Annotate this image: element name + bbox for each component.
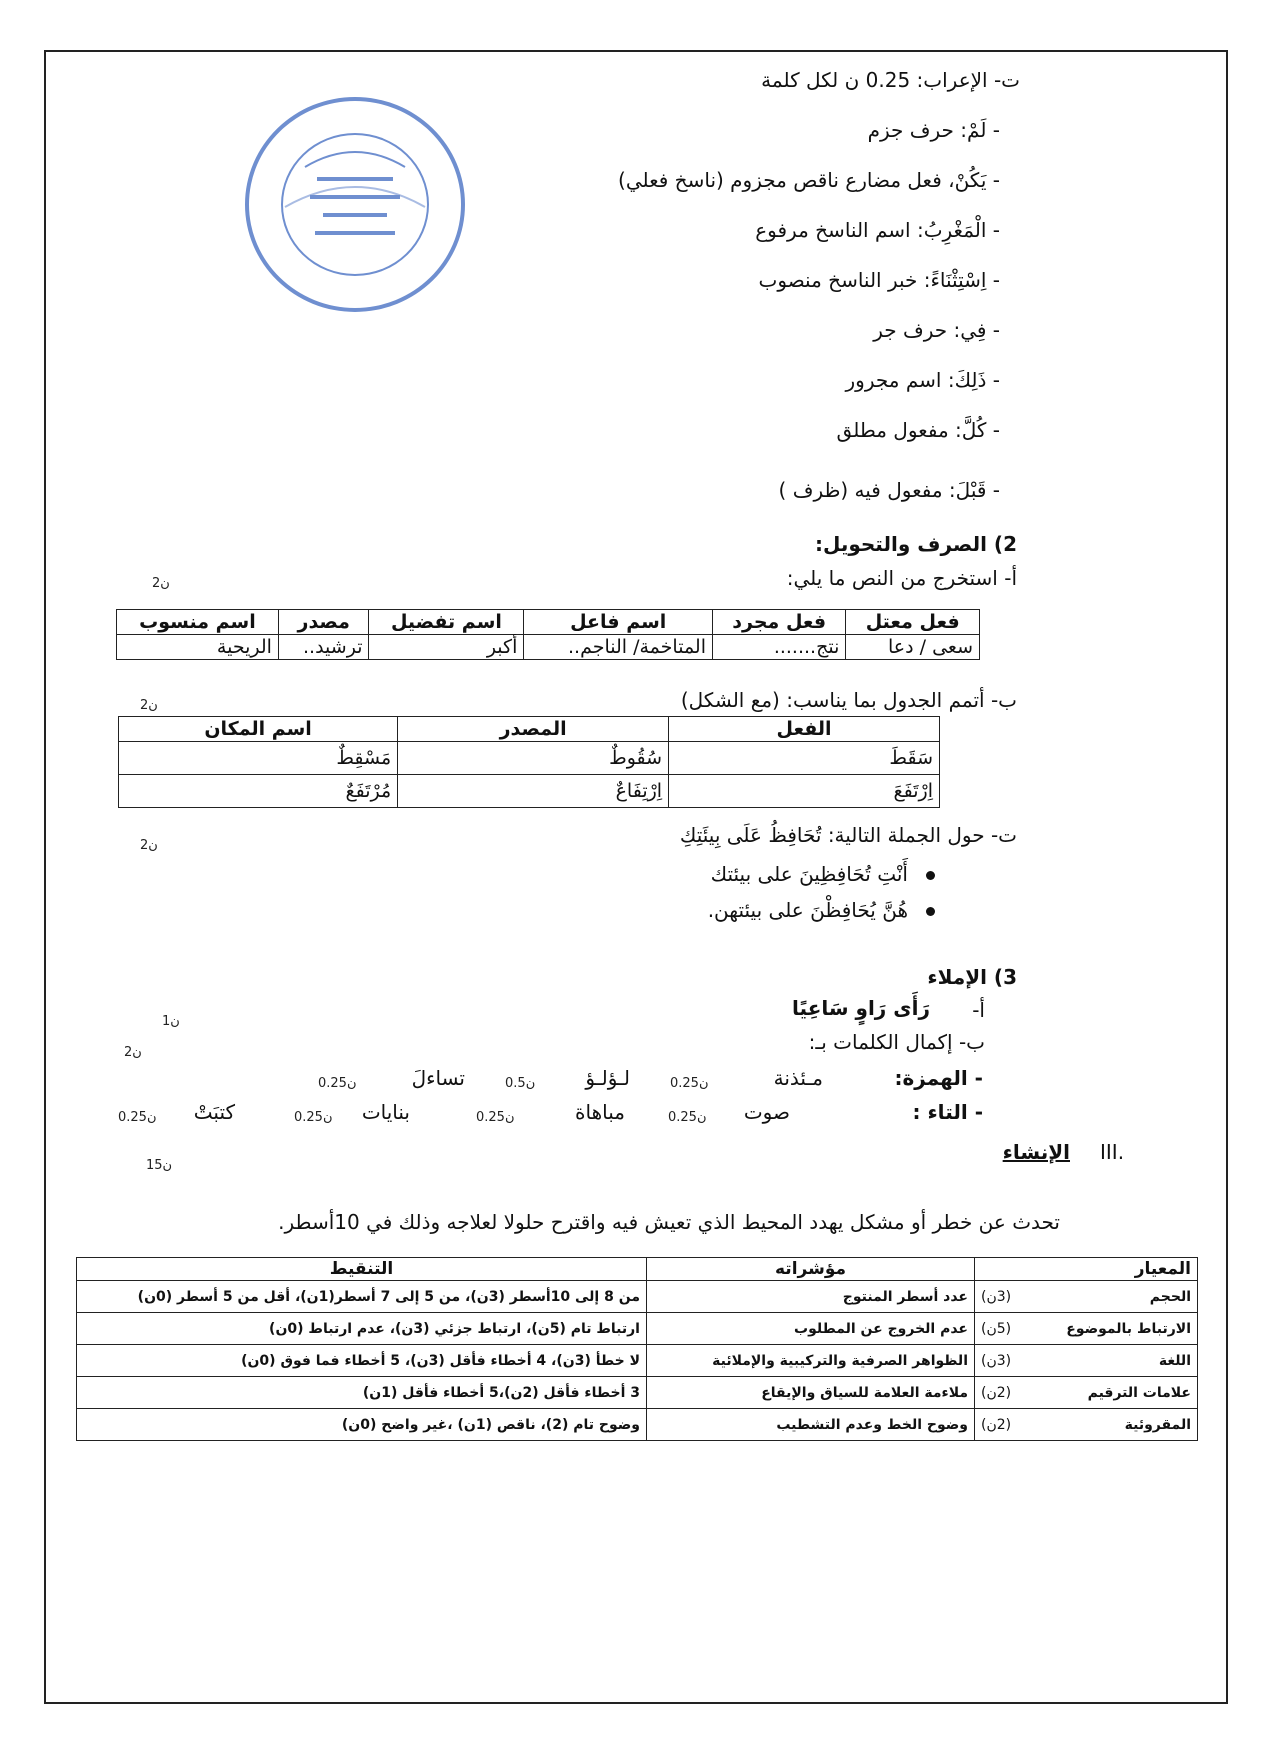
sarf-c-mark: 2ن — [140, 838, 158, 853]
table-cell: أكبر — [369, 635, 524, 660]
irab-desc: : حرف جر — [873, 318, 961, 342]
criterion-name: الارتباط بالموضوع — [1066, 1320, 1191, 1337]
bullet-text: أَنْتِ تُحَافِظِينَ على بيئتك — [710, 862, 908, 886]
table-row — [77, 1313, 1198, 1345]
taa-mark: 0.25ن — [118, 1110, 157, 1125]
table-cell: وضوح تام (2)، ناقص (1ن) ،غير واضح (0ن) — [77, 1409, 647, 1441]
bullet-icon — [926, 907, 935, 916]
sarf-a-mark: 2ن — [152, 576, 170, 591]
table-cell: ارتباط تام (5ن)، ارتباط جزئي (3ن)، عدم ارتباط (0ن) — [77, 1313, 647, 1345]
insha-title: الإنشاء — [1002, 1140, 1070, 1164]
irab-desc: : مفعول مطلق — [836, 418, 962, 442]
list-item — [708, 898, 935, 922]
hamza-label: - الهمزة: — [894, 1066, 983, 1090]
hamza-word: تساءلَ — [411, 1066, 465, 1090]
page-border — [44, 50, 1228, 1704]
hamza-word: مـئذنة — [773, 1066, 823, 1090]
irab-desc: ، فعل مضارع ناقص مجزوم (ناسخ فعلي) — [618, 168, 955, 192]
derivation-table — [116, 609, 980, 660]
table-cell — [975, 1313, 1198, 1345]
verb-table — [118, 716, 940, 808]
irab-item: - الْمَغْرِبُ: اسم الناسخ مرفوع — [755, 218, 1000, 242]
table-cell: مُرْتَفَعٌ — [119, 775, 398, 808]
imlaa-b-mark: 2ن — [124, 1045, 142, 1060]
bullet-text: هُنَّ يُحَافِظْنَ على بيئتهن. — [707, 898, 908, 922]
taa-mark: 0.25ن — [668, 1110, 707, 1125]
sarf-b-mark: 2ن — [140, 698, 158, 713]
table-cell: اِرْتَفَعَ — [669, 775, 940, 808]
irab-item: - لَمْ: حرف جزم — [867, 118, 1000, 142]
table-cell — [975, 1377, 1198, 1409]
irab-heading: ت- الإعراب: 0.25 ن لكل كلمة — [761, 68, 1020, 92]
table-cell: المتاخمة/ الناجم.. — [524, 635, 713, 660]
table-header: الفعل — [669, 717, 940, 742]
table-header: المصدر — [398, 717, 669, 742]
table-cell — [975, 1345, 1198, 1377]
table-cell: الريحية — [117, 635, 279, 660]
irab-desc: : اسم الناسخ مرفوع — [755, 218, 924, 242]
stamp-graphic — [245, 97, 465, 312]
irab-word: قَبْلَ — [955, 478, 987, 502]
irab-item: - ذَلِكَ: اسم مجرور — [845, 368, 1000, 392]
criterion-name: علامات الترقيم — [1087, 1384, 1191, 1401]
hamza-mark: 0.25ن — [670, 1076, 709, 1091]
table-cell: مَسْقِطٌ — [119, 742, 398, 775]
irab-word: كُلَّ — [961, 418, 987, 442]
table-cell — [975, 1281, 1198, 1313]
table-header-row — [77, 1258, 1198, 1281]
taa-word: مباهاة — [575, 1100, 625, 1124]
table-row — [77, 1377, 1198, 1409]
imlaa-a-label: أ- — [972, 998, 985, 1022]
criterion-points: (2ن) — [981, 1384, 1012, 1401]
taa-word: صوت — [743, 1100, 790, 1124]
irab-item: - يَكُنْ، فعل مضارع ناقص مجزوم (ناسخ فعلي) — [618, 168, 1000, 192]
irab-word: ذَلِكَ — [954, 368, 987, 392]
taa-mark: 0.25ن — [476, 1110, 515, 1125]
table-cell: نتج....... — [713, 635, 846, 660]
table-cell: اِرْتِفَاعٌ — [398, 775, 669, 808]
sarf-c-label: ت- حول الجملة التالية: تُحَافِظُ عَلَى بِيئَتِكِ — [679, 823, 1017, 847]
table-header: فعل مجرد — [713, 610, 846, 635]
sarf-a-label: أ- استخرج من النص ما يلي: — [786, 566, 1017, 590]
imlaa-heading: 3) الإملاء — [927, 965, 1017, 989]
criterion-points: (5ن) — [981, 1320, 1012, 1337]
criterion-name: المقروئية — [1124, 1416, 1191, 1433]
table-cell — [975, 1409, 1198, 1441]
table-cell: ترشيد.. — [278, 635, 369, 660]
irab-item: - كُلَّ: مفعول مطلق — [836, 418, 1000, 442]
irab-word: فِي — [960, 318, 987, 342]
table-cell: 3 أخطاء فأقل (2ن)،5 أخطاء فأقل (1ن) — [77, 1377, 647, 1409]
list-item — [711, 862, 935, 886]
taa-word: بنايات — [361, 1100, 410, 1124]
irab-word: اِسْتِثْنَاءً — [930, 268, 987, 292]
table-header-row — [117, 610, 980, 635]
imlaa-a-mark: 1ن — [162, 1014, 180, 1029]
table-cell: وضوح الخط وعدم التشطيب — [647, 1409, 975, 1441]
table-header: التنقيط — [77, 1258, 647, 1281]
table-header: مصدر — [278, 610, 369, 635]
irab-desc: : خبر الناسخ منصوب — [758, 268, 931, 292]
table-header: مؤشراته — [647, 1258, 975, 1281]
imlaa-a-text: رَأَى رَاوٍ سَاعِيًا — [792, 996, 930, 1020]
criterion-name: اللغة — [1158, 1352, 1191, 1369]
insha-prompt: تحدث عن خطر أو مشكل يهدد المحيط الذي تعيش فيه واقترح حلولا لعلاجه وذلك في 10أسطر. — [278, 1210, 1060, 1234]
hamza-mark: 0.5ن — [505, 1076, 536, 1091]
bullet-icon — [926, 871, 935, 880]
taa-mark: 0.25ن — [294, 1110, 333, 1125]
irab-item: - اِسْتِثْنَاءً: خبر الناسخ منصوب — [758, 268, 1000, 292]
hamza-word: لـؤلـؤ — [585, 1066, 630, 1090]
table-header: اسم المكان — [119, 717, 398, 742]
irab-word: يَكُنْ — [954, 168, 987, 192]
table-row — [119, 775, 940, 808]
table-cell: ملاءمة العلامة للسياق والإيقاع — [647, 1377, 975, 1409]
table-row — [77, 1281, 1198, 1313]
table-cell: سُقُوطٌ — [398, 742, 669, 775]
irab-item: - فِي: حرف جر — [873, 318, 1000, 342]
sarf-b-label: ب- أتمم الجدول بما يناسب: (مع الشكل) — [680, 688, 1017, 712]
official-stamp — [245, 97, 465, 312]
table-cell: الظواهر الصرفية والتركيبية والإملائية — [647, 1345, 975, 1377]
table-header-row — [119, 717, 940, 742]
sarf-heading: 2) الصرف والتحويل: — [814, 532, 1017, 556]
hamza-mark: 0.25ن — [318, 1076, 357, 1091]
criterion-points: (3ن) — [981, 1288, 1012, 1305]
criterion-name: الحجم — [1149, 1288, 1191, 1305]
table-cell: سعى / دعا — [846, 635, 980, 660]
table-header: اسم فاعل — [524, 610, 713, 635]
table-header: فعل معتل — [846, 610, 980, 635]
table-row — [117, 635, 980, 660]
table-row — [77, 1345, 1198, 1377]
table-cell: لا خطأ (3ن)، 4 أخطاء فأقل (3ن)، 5 أخطاء فما فوق (0ن) — [77, 1345, 647, 1377]
table-header: المعيار — [975, 1258, 1198, 1281]
table-cell: من 8 إلى 10أسطر (3ن)، من 5 إلى 7 أسطر(1ن)، أقل من 5 أسطر (0ن) — [77, 1281, 647, 1313]
irab-desc: : اسم مجرور — [845, 368, 955, 392]
irab-item: - قَبْلَ: مفعول فيه (ظرف ) — [778, 478, 1000, 502]
insha-numeral: III. — [1100, 1140, 1125, 1164]
taa-label: - التاء : — [912, 1100, 983, 1124]
table-row — [77, 1409, 1198, 1441]
irab-word: لَمْ — [967, 118, 987, 142]
criterion-points: (3ن) — [981, 1352, 1012, 1369]
rubric-table — [76, 1257, 1198, 1441]
criterion-points: (2ن) — [981, 1416, 1012, 1433]
imlaa-b-label: ب- إكمال الكلمات بـ: — [808, 1030, 985, 1054]
taa-word: كتبَتْ — [193, 1100, 235, 1124]
irab-desc: : حرف جزم — [867, 118, 968, 142]
table-cell: عدم الخروج عن المطلوب — [647, 1313, 975, 1345]
table-header: اسم منسوب — [117, 610, 279, 635]
table-cell: سَقَطَ — [669, 742, 940, 775]
table-cell: عدد أسطر المنتوج — [647, 1281, 975, 1313]
table-header: اسم تفضيل — [369, 610, 524, 635]
irab-desc: : مفعول فيه (ظرف ) — [778, 478, 956, 502]
insha-mark: 15ن — [146, 1158, 173, 1173]
table-row — [119, 742, 940, 775]
irab-word: الْمَغْرِبُ — [923, 218, 987, 242]
